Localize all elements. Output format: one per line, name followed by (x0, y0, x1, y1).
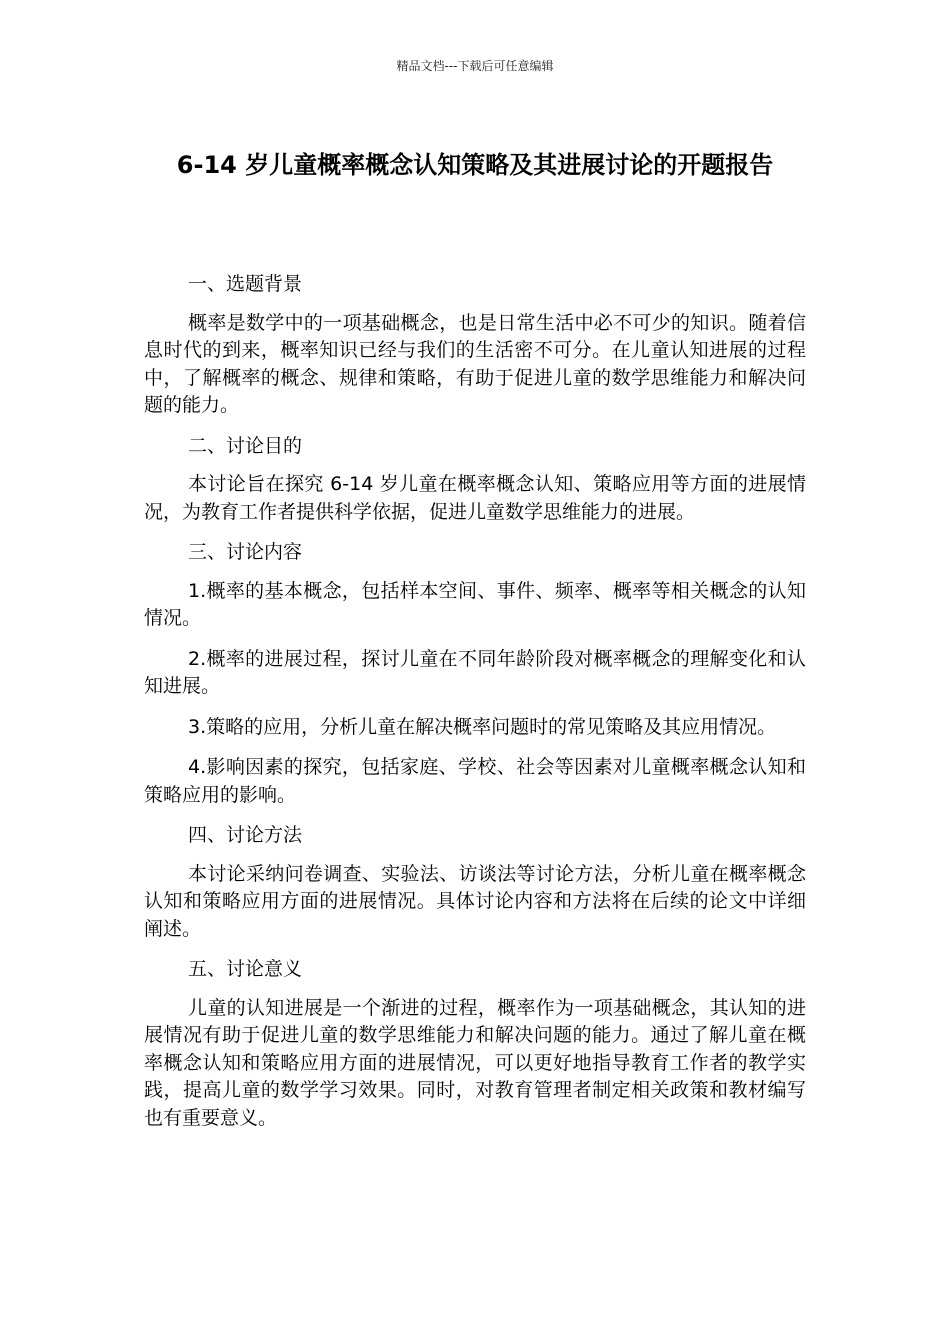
section-heading: 四、讨论方法 (188, 824, 303, 846)
list-item: 1.概率的基本概念，包括样本空间、事件、频率、概率等相关概念的认知情况。 (144, 579, 806, 629)
list-item: 4.影响因素的探究，包括家庭、学校、社会等因素对儿童概率概念认知和策略应用的影响。 (144, 756, 806, 806)
body-paragraph: 本讨论采纳问卷调查、实验法、访谈法等讨论方法，分析儿童在概率概念认知和策略应用方面的进展情况。具体讨论内容和方法将在后续的论文中详细阐述。 (144, 862, 806, 940)
section-heading: 一、选题背景 (188, 273, 303, 295)
list-item: 2.概率的进展过程，探讨儿童在不同年龄阶段对概率概念的理解变化和认知进展。 (144, 647, 806, 697)
body-paragraph: 儿童的认知进展是一个渐进的过程，概率作为一项基础概念，其认知的进展情况有助于促进儿童的数学思维能力和解决问题的能力。通过了解儿童在概率概念认知和策略应用方面的进展情况，可以更好地指导教育工作者的教学实践，提高儿童的数学学习效果。同时，对教育管理者制定相关政策和教材编写也有重要意义。 (144, 996, 806, 1129)
list-item: 3.策略的应用，分析儿童在解决概率问题时的常见策略及其应用情况。 (188, 715, 777, 738)
body-paragraph: 本讨论旨在探究 6-14 岁儿童在概率概念认知、策略应用等方面的进展情况，为教育工作者提供科学依据，促进儿童数学思维能力的进展。 (144, 473, 806, 523)
document-body (144, 271, 806, 1145)
section-heading: 五、讨论意义 (188, 958, 303, 980)
section-heading: 三、讨论内容 (188, 541, 303, 563)
page-header: 精品文档---下载后可任意编辑 (396, 59, 554, 73)
section-heading: 二、讨论目的 (188, 434, 303, 457)
body-paragraph: 概率是数学中的一项基础概念，也是日常生活中必不可少的知识。随着信息时代的到来，概率知识已经与我们的生活密不可分。在儿童认知进展的过程中，了解概率的概念、规律和策略，有助于促进儿童的数学思维能力和解决问题的能力。 (144, 311, 806, 416)
document-title: 6-14 岁儿童概率概念认知策略及其进展讨论的开题报告 (176, 151, 774, 179)
